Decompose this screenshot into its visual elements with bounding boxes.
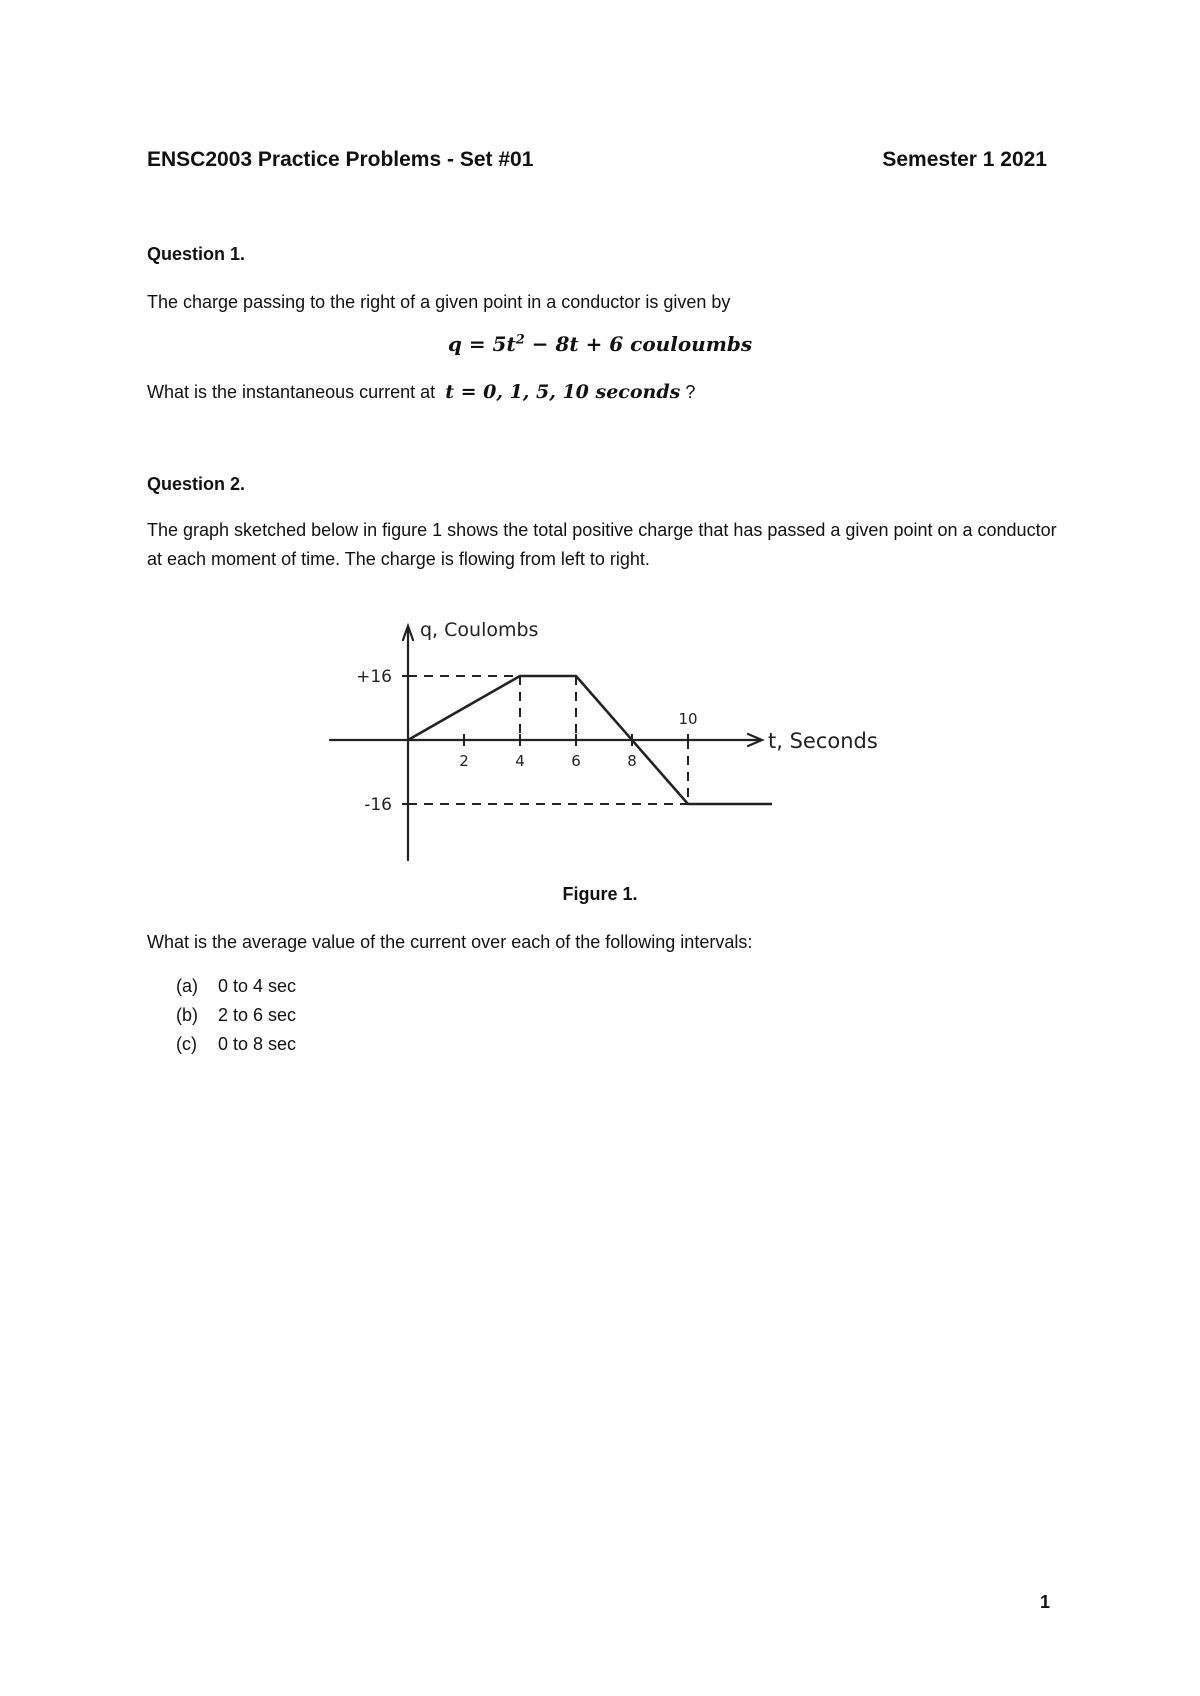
list-item <box>176 972 296 1001</box>
prompt-end: ? <box>685 382 696 402</box>
x-tick-label: 10 <box>678 710 698 728</box>
x-tick-label: 6 <box>571 752 581 770</box>
semester-label: Semester 1 2021 <box>882 148 1047 171</box>
x-tick-label: 8 <box>627 752 637 770</box>
x-tick-label: 4 <box>515 752 525 770</box>
y-axis-label: q, Coulombs <box>420 619 539 641</box>
x-axis-label: t, Seconds <box>768 729 878 753</box>
item-label: (a) <box>176 976 198 996</box>
equation-exponent: 2 <box>515 332 525 348</box>
x-tick-label: 2 <box>459 752 469 770</box>
y-tick-label: -16 <box>364 795 392 815</box>
item-text: 0 to 8 sec <box>218 1034 297 1054</box>
list-item <box>176 1030 296 1059</box>
prompt-text: What is the instantaneous current at <box>147 382 436 402</box>
equation-main: q = 5t <box>447 332 516 356</box>
list-item <box>176 1001 296 1030</box>
document-title: ENSC2003 Practice Problems - Set #01 <box>147 148 534 171</box>
question-1-intro: The charge passing to the right of a given point in a conductor is given by <box>147 292 731 312</box>
charge-equation <box>0 332 1200 356</box>
question-2-title: Question 2. <box>147 474 246 494</box>
question-1-prompt <box>147 378 1047 407</box>
item-text: 0 to 4 sec <box>218 976 297 996</box>
charge-graph <box>320 598 890 868</box>
item-label: (b) <box>176 1005 198 1025</box>
equation-rest: − 8t + 6 couloumbs <box>524 332 753 356</box>
figure-1 <box>320 598 890 873</box>
question-2-intro: The graph sketched below in figure 1 shows the total positive charge that has passed a given point on a conductor at each moment of time. The charge is flowing from left to right. <box>147 520 1057 569</box>
item-text: 2 to 6 sec <box>218 1005 297 1025</box>
question-1-title: Question 1. <box>147 244 246 264</box>
figure-caption: Figure 1. <box>562 884 638 904</box>
item-label: (c) <box>176 1034 197 1054</box>
question-2-prompt: What is the average value of the current over each of the following intervals: <box>147 932 753 952</box>
interval-list <box>176 972 296 1059</box>
page-number: 1 <box>1039 1592 1050 1612</box>
prompt-math: t = 0, 1, 5, 10 seconds <box>445 381 681 403</box>
y-tick-label: +16 <box>356 667 392 687</box>
